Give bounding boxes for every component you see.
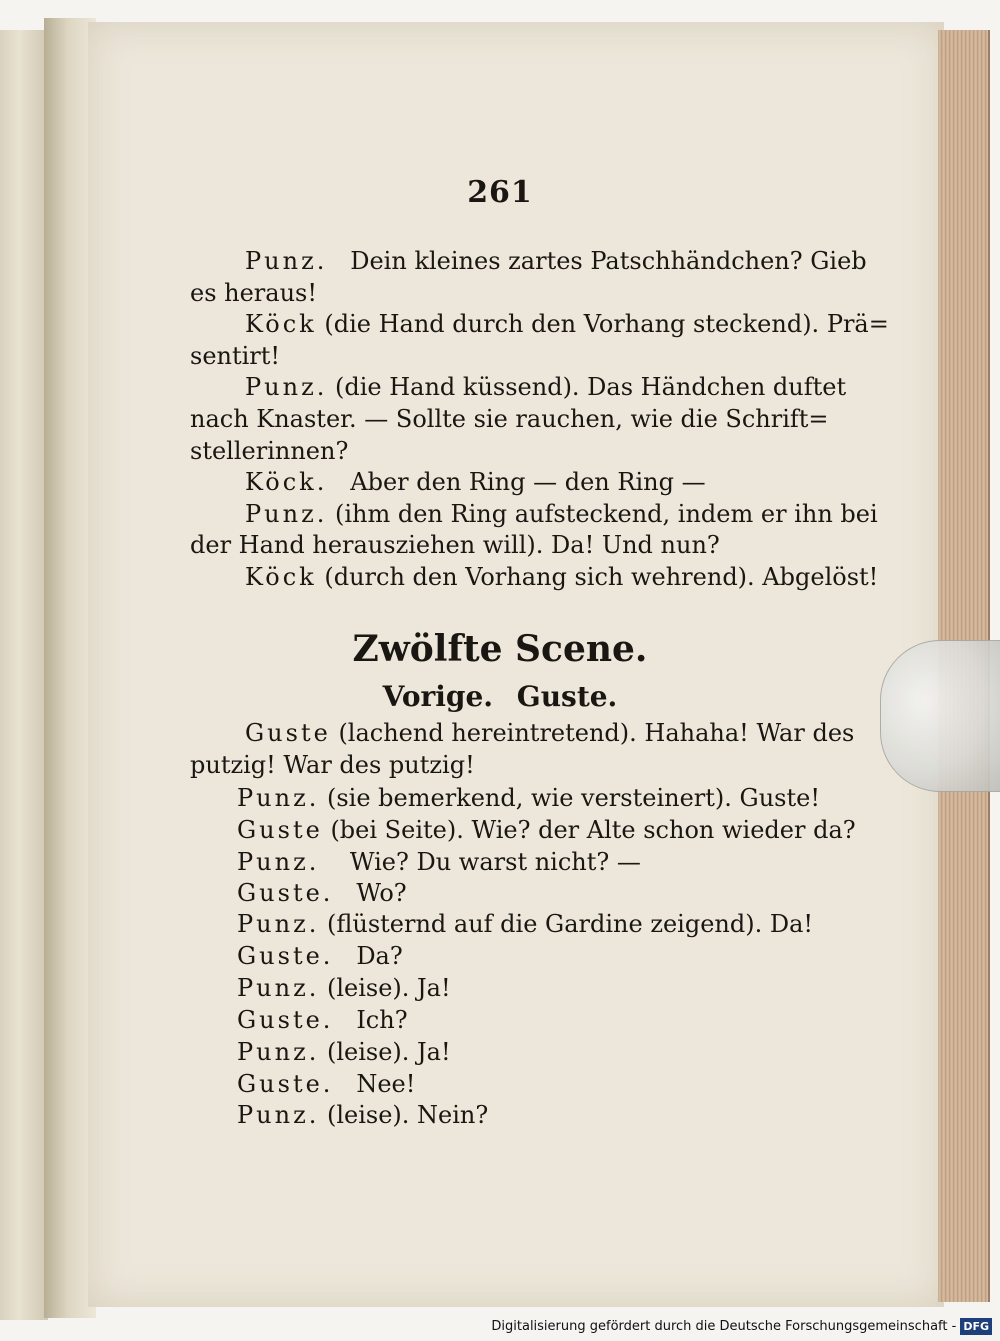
- dialogue-line: [237, 1100, 488, 1130]
- text-line: [190, 341, 280, 371]
- speaker-name: Punz.: [245, 500, 328, 528]
- line-text: (sie bemerkend, wie versteinert). Guste!: [326, 784, 820, 812]
- scene-characters: Vorige. Guste.: [382, 680, 618, 713]
- dialogue-line: [237, 973, 451, 1003]
- text-line: [190, 436, 348, 466]
- speaker-name: Punz.: [237, 848, 320, 876]
- dialogue-line: [237, 815, 856, 845]
- speaker-name: Punz.: [237, 1101, 320, 1129]
- speaker-name: Köck.: [245, 468, 328, 496]
- line-text: (bei Seite). Wie? der Alte schon wieder da?: [330, 816, 856, 844]
- speaker-name: Punz.: [245, 373, 328, 401]
- footer-credit: Digitalisierung gefördert durch die Deutsche Forschungsgemeinschaft -: [491, 1318, 957, 1334]
- dialogue-line: [237, 941, 403, 971]
- speaker-name: Punz.: [245, 247, 328, 275]
- speaker-name: Köck: [245, 310, 317, 338]
- line-text: der Hand herausziehen will). Da! Und nun?: [190, 531, 720, 559]
- line-text: (leise). Ja!: [326, 1038, 451, 1066]
- line-text: (die Hand küssend). Das Händchen duftet: [334, 373, 847, 401]
- line-text: putzig! War des putzig!: [190, 751, 475, 779]
- line-text: nach Knaster. — Sollte sie rauchen, wie die Schrift=: [190, 405, 829, 433]
- speaker-name: Punz.: [237, 910, 320, 938]
- line-text: Da?: [356, 942, 403, 970]
- speaker-name: Punz.: [237, 1038, 320, 1066]
- text-line: [245, 309, 889, 339]
- line-text: Aber den Ring — den Ring —: [350, 468, 706, 496]
- line-text: (die Hand durch den Vorhang steckend). Prä=: [324, 310, 889, 338]
- dialogue-line: [237, 783, 820, 813]
- line-text: sentirt!: [190, 342, 281, 370]
- line-text: Wo?: [356, 879, 407, 907]
- dfg-logo: DFG: [960, 1318, 992, 1335]
- line-text: es heraus!: [190, 279, 318, 307]
- scene-title: Zwölfte Scene.: [352, 628, 648, 670]
- dialogue-line: [190, 750, 475, 780]
- text-line: [245, 246, 867, 276]
- line-text: (leise). Ja!: [326, 974, 451, 1002]
- speaker-name: Köck: [245, 563, 317, 591]
- text-line: [245, 467, 706, 497]
- dialogue-line: [237, 1037, 451, 1067]
- line-text: (leise). Nein?: [326, 1101, 489, 1129]
- page-number: 261: [467, 175, 533, 210]
- line-text: (flüsternd auf die Gardine zeigend). Da!: [326, 910, 814, 938]
- dialogue-line: [237, 1005, 408, 1035]
- digitization-footer: [491, 1315, 992, 1337]
- speaker-name: Punz.: [237, 974, 320, 1002]
- speaker-name: Guste: [237, 816, 323, 844]
- line-text: Wie? Du warst nicht? —: [349, 848, 641, 876]
- speaker-name: Guste: [245, 719, 331, 747]
- text-line: [190, 278, 317, 308]
- line-text: (durch den Vorhang sich wehrend). Abgelöst!: [324, 563, 879, 591]
- dialogue-line: [237, 847, 641, 877]
- text-line: [245, 499, 878, 529]
- line-text: Dein kleines zartes Patschhändchen? Gieb: [350, 247, 867, 275]
- speaker-name: Punz.: [237, 784, 320, 812]
- speaker-name: Guste.: [237, 1006, 334, 1034]
- dialogue-line: [237, 878, 407, 908]
- line-text: stellerinnen?: [190, 437, 349, 465]
- dialogue-line: [237, 1069, 415, 1099]
- text-line: [245, 372, 846, 402]
- dialogue-line: [237, 909, 813, 939]
- line-text: (lachend hereintretend). Hahaha! War des: [338, 719, 855, 747]
- line-text: Ich?: [356, 1006, 408, 1034]
- text-line: [190, 530, 720, 560]
- speaker-name: Guste.: [237, 879, 334, 907]
- speaker-name: Guste.: [237, 1070, 334, 1098]
- line-text: (ihm den Ring aufsteckend, indem er ihn bei: [334, 500, 878, 528]
- dialogue-line: [245, 718, 854, 748]
- line-text: Nee!: [356, 1070, 416, 1098]
- speaker-name: Guste.: [237, 942, 334, 970]
- text-line: [245, 562, 878, 592]
- text-line: [190, 404, 829, 434]
